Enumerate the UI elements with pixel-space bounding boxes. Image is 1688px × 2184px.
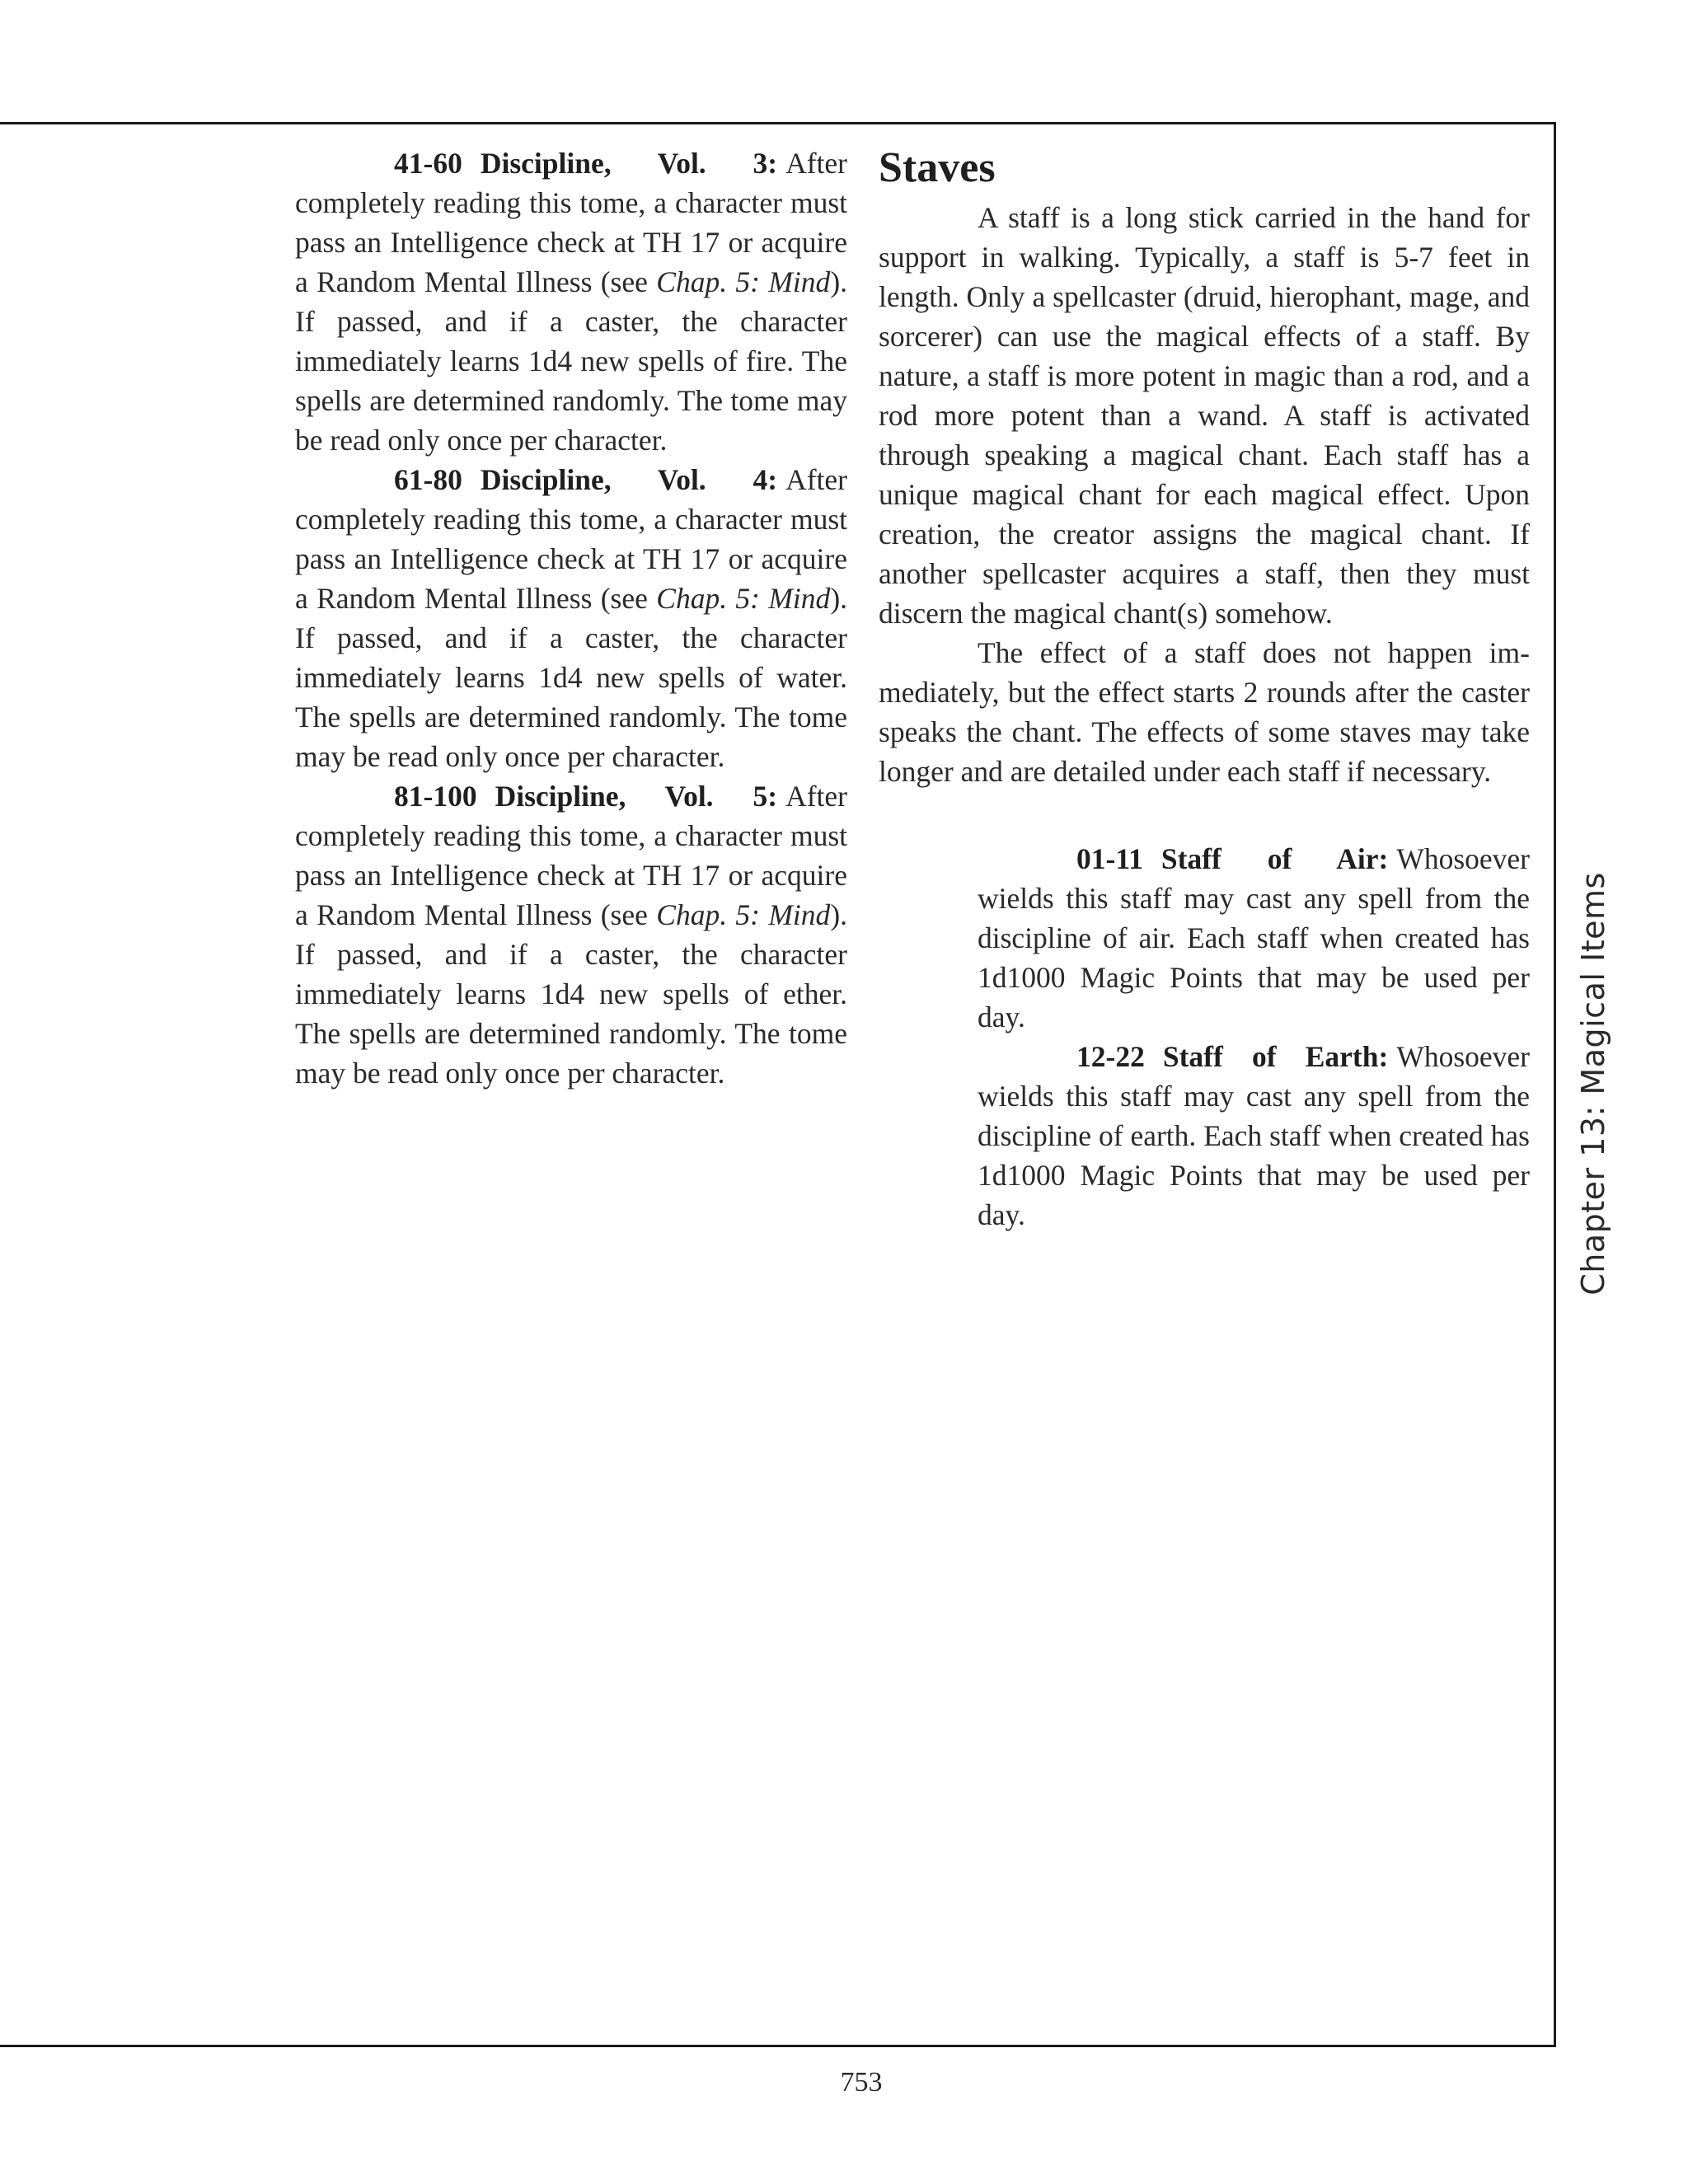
entry-text: ). If passed, and if a caster, the character immediately learns 1d4 new spells of water. The spells are determined randomly. The tome may be read only once per character. [295,582,848,773]
entry-name: Staff of Air: [1160,842,1389,875]
entry-name: Staff of Earth: [1162,1040,1389,1073]
entry-text: After completely reading this tome, a character must pass an Intelligence check at TH 17 or acquire a Random Mental Illness (see [295,463,847,615]
chapter-reference: Chap. 5: Mind [656,265,831,298]
entry-text: ). If passed, and if a caster, the character immediately learns 1d4 new spells of ether. The spells are determined randomly. The tome may be read only once per character. [295,898,848,1090]
frame-right-rule [1554,122,1556,2047]
entry-range: 41-60 [394,147,462,180]
tome-entry-vol-3 [295,143,847,460]
left-column [295,143,847,1093]
frame-bottom-rule [0,2045,1556,2047]
staff-entry-earth [978,1037,1530,1235]
entry-range: 12-22 [1076,1040,1145,1073]
entry-text: ). If passed, and if a caster, the character immediately learns 1d4 new spells of fire. The spells are determined randomly. The tome may be read only once per character. [295,265,848,457]
tome-entry-vol-4 [295,460,847,776]
section-heading-staves: Staves [879,144,996,191]
chapter-reference: Chap. 5: Mind [656,898,831,931]
entry-name: Discipline, Vol. 5: [495,780,778,813]
entry-name: Discipline, Vol. 4: [480,463,778,496]
staff-table [978,839,1530,1235]
frame-top-rule [0,122,1556,124]
entry-range: 81-100 [394,780,477,813]
entry-range: 01-11 [1076,842,1143,875]
chapter-reference: Chap. 5: Mind [656,582,831,615]
staff-entry-air [978,839,1530,1037]
entry-range: 61-80 [394,463,462,496]
entry-text: Whosoever wields this staff may cast any spell from the discipline of earth. Each staff when created has 1d1000 Magic Points that may be used per day. [978,1040,1530,1231]
page-number: 753 [840,2067,883,2097]
right-column [879,143,1530,1235]
running-head-chapter-title: Chapter 13: Magical Items [1575,872,1611,1296]
entry-text: After completely reading this tome, a character must pass an Intelligence check at TH 17 or acquire a Random Mental Illness (see [295,780,847,931]
tome-entry-vol-5 [295,776,847,1093]
body-paragraph: The effect of a staff does not happen immediately, but the effect starts 2 rounds after the caster speaks the chant. The effects of some staves may take longer and are detailed under each staff if necessary. [879,636,1530,788]
entry-text: After completely reading this tome, a character must pass an Intelligence check at TH 17 or acquire a Random Mental Illness (see [295,147,847,298]
entry-name: Discipline, Vol. 3: [480,147,778,180]
entry-text: Whosoever wields this staff may cast any spell from the discipline of air. Each staff when created has 1d1000 Magic Points that may be used per day. [978,842,1530,1033]
body-paragraph: A staff is a long stick carried in the hand for support in walking. Typically, a staff is 5-7 feet in length. Only a spellcaster (druid, hierophant, mage, and sorcerer) can use the magical effects of a staff. By nature, a staff is more potent in magic than a rod, and a rod more potent than a wand. A staff is activated through speaking a magical chant. Each staff has a unique magical chant for each magical effect. Upon creation, the creator assigns the magical chant. If another spellcaster acquires a staff, then they must discern the magical chant(s) somehow. [879,201,1530,630]
